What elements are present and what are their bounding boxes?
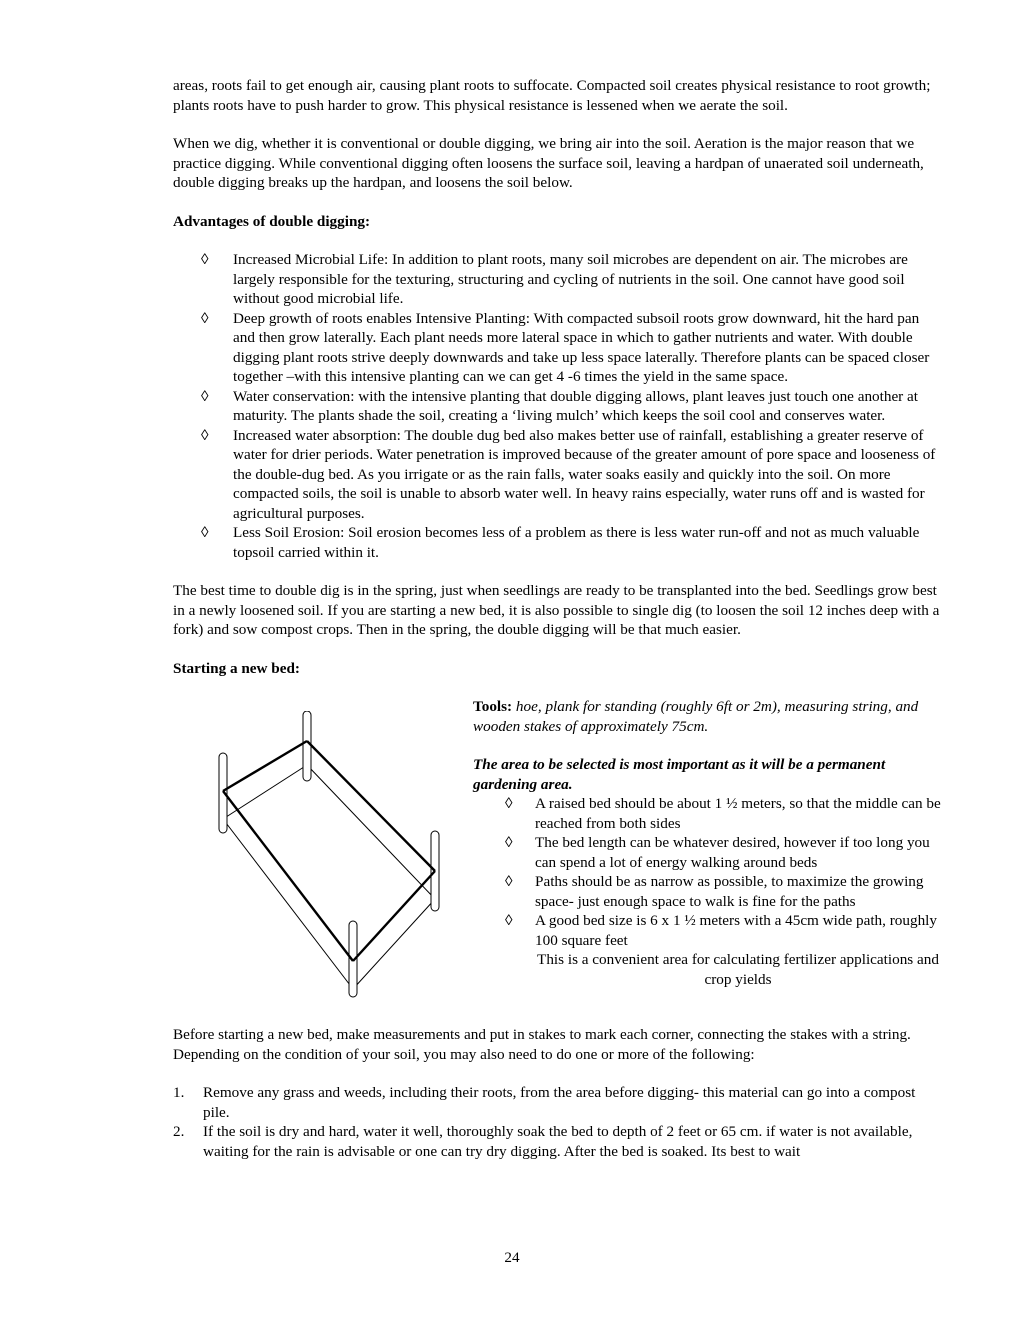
list-item: [173, 309, 941, 387]
paragraph-before-starting: Before starting a new bed, make measurements and put in stakes to mark each corner, connecting the stakes with a string. Depending on the condition of your soil, you may also need to do one or more of the following:: [173, 1026, 911, 1063]
list-item: [473, 872, 943, 911]
list-item-text: A raised bed should be about 1 ½ meters, so that the middle can be reached from both sides: [535, 795, 941, 832]
step-number: 2.: [173, 1123, 185, 1140]
advantages-list: [173, 250, 941, 562]
preparation-steps-list: [173, 1083, 941, 1161]
diamond-bullet-icon: ◊: [201, 524, 209, 541]
list-item: [173, 523, 941, 562]
step-text: Remove any grass and weeds, including their roots, from the area before digging- this material can go into a compost pile.: [203, 1084, 916, 1121]
list-item-text: Paths should be as narrow as possible, to maximize the growing space- just enough space to walk is fine for the paths: [535, 873, 924, 910]
tools-panel: [473, 697, 943, 989]
paragraph-aeration-intro: areas, roots fail to get enough air, causing plant roots to suffocate. Compacted soil creates physical resistance to root growth; plants roots have to push harder to grow. This physical resistance is lessened when we aerate the soil.: [173, 77, 931, 114]
diamond-bullet-icon: ◊: [201, 251, 209, 268]
list-item: [173, 1122, 941, 1161]
list-item: [173, 426, 941, 524]
list-item-text: Less Soil Erosion: Soil erosion becomes less of a problem as there is less water run-off and not as much valuable topsoil carried within it.: [233, 524, 920, 561]
convenient-area-note: This is a convenient area for calculating fertilizer applications and crop yields: [537, 951, 939, 988]
list-item-text: The bed length can be whatever desired, however if too long you can spend a lot of energy walking around beds: [535, 834, 930, 871]
list-item: [473, 833, 943, 872]
tools-label: Tools:: [473, 698, 513, 715]
list-item: [473, 794, 943, 833]
bed-guidelines-list: [473, 794, 943, 950]
page-number: 24: [504, 1249, 520, 1266]
page-content: [173, 76, 941, 1161]
list-item: [473, 911, 943, 950]
list-item-text: Water conservation: with the intensive planting that double digging allows, plant leaves just touch one another at maturity. The plants shade the soil, creating a ‘living mulch’ which keeps the soil cool and conserves water.: [233, 387, 919, 424]
list-item-text: Increased water absorption: The double dug bed also makes better use of rainfall, establishing a greater reserve of water for drier periods. Water penetration is improved because of the greater amount of pore space and looseness of the double-dug bed. As you irrigate or as the rain falls, water soaks easily and quickly into the soil. On more compacted soils, the soil is unable to absorb water well. In heavy rains especially, water runs off and is wasted for agricultural purposes.: [233, 426, 936, 522]
list-item: [173, 387, 941, 426]
diamond-bullet-icon: ◊: [201, 426, 209, 444]
diamond-bullet-icon: ◊: [505, 795, 513, 812]
area-selection-note: The area to be selected is most important as it will be a permanent gardening area.: [473, 756, 886, 793]
list-item-text: Increased Microbial Life: In addition to plant roots, many soil microbes are dependent on air. The microbes are largely responsible for the texturing, structuring and cycling of nutrients in the soil. One cannot have good soil without good microbial life.: [233, 251, 908, 307]
new-bed-section: [173, 697, 941, 1019]
raised-bed-stakes-illustration: [213, 711, 453, 1017]
diamond-bullet-icon: ◊: [201, 309, 209, 327]
raised-bed-stakes-diagram: [213, 711, 453, 1017]
paragraph-digging-aeration: When we dig, whether it is conventional or double digging, we bring air into the soil. Aeration is the major reason that we practice digging. While conventional digging often loosens the surface soil, leaving a hardpan of unaerated soil underneath, double digging breaks up the hardpan, and loosens the soil below.: [173, 135, 924, 191]
step-text: If the soil is dry and hard, water it well, thoroughly soak the bed to depth of 2 feet or 65 cm. if water is not available, waiting for the rain is advisable or one can try dry digging. After the bed is soaked. Its best to wait: [203, 1123, 913, 1160]
new-bed-heading: Starting a new bed:: [173, 659, 300, 677]
diamond-bullet-icon: ◊: [201, 387, 209, 405]
advantages-heading: Advantages of double digging:: [173, 212, 371, 230]
diamond-bullet-icon: ◊: [505, 834, 513, 851]
tools-line: [473, 697, 943, 736]
list-item: [173, 250, 941, 309]
tools-text: hoe, plank for standing (roughly 6ft or 2m), measuring string, and wooden stakes of approximately 75cm.: [473, 698, 919, 735]
step-number: 1.: [173, 1084, 185, 1101]
list-item: [173, 1083, 941, 1122]
diamond-bullet-icon: ◊: [505, 873, 513, 890]
list-item-text: A good bed size is 6 x 1 ½ meters with a 45cm wide path, roughly 100 square feet: [535, 912, 937, 949]
diamond-bullet-icon: ◊: [505, 912, 513, 929]
paragraph-timing: The best time to double dig is in the spring, just when seedlings are ready to be transplanted into the bed. Seedlings grow best in a newly loosened soil. If you are starting a new bed, it is also possible to single dig (to loosen the soil 12 inches deep with a fork) and sow compost crops. Then in the spring, the double digging will be that much easier.: [173, 582, 940, 638]
list-item-text: Deep growth of roots enables Intensive Planting: With compacted subsoil roots grow downward, hit the hard pan and then grow laterally. Each plant needs more lateral space in which to gather nutrients and water. With double digging plant roots strive deeply downwards and take up less space laterally. Therefore plants can be spaced closer together –with this intensive planting can we can get 4 -6 times the yield in the same space.: [233, 309, 930, 385]
